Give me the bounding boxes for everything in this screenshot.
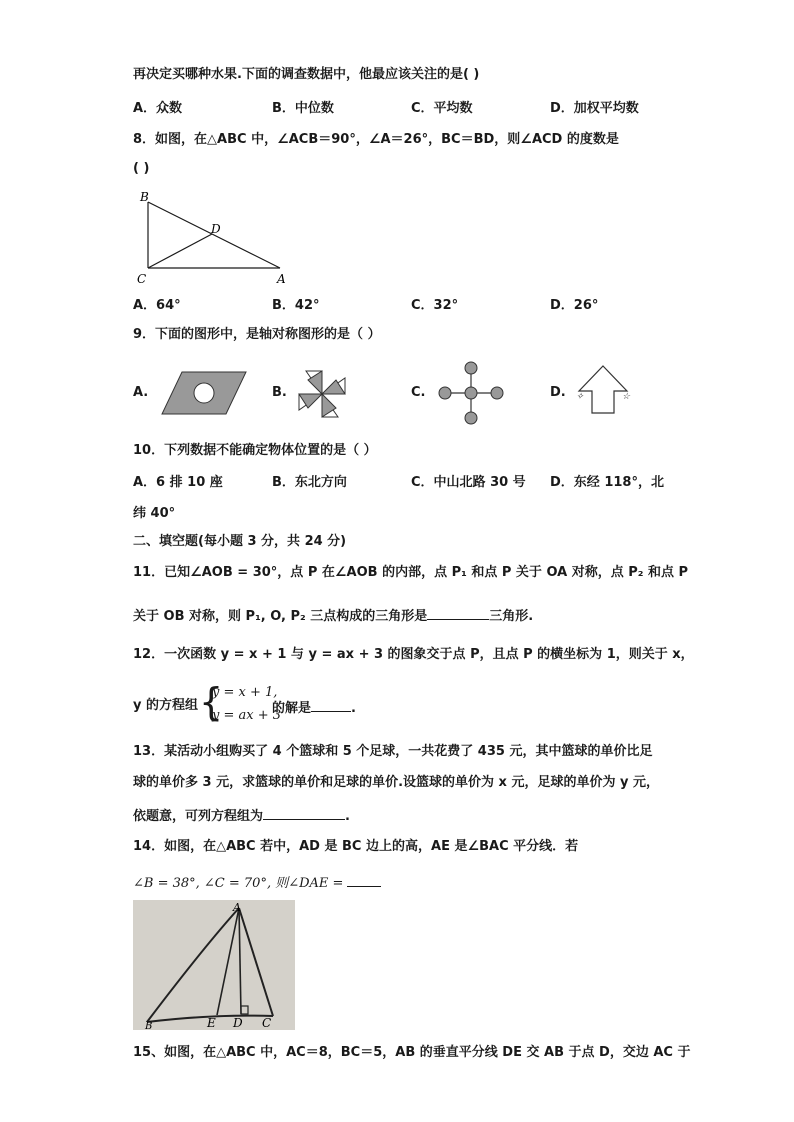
pinwheel-icon — [296, 368, 348, 420]
q8-triangle-figure — [130, 188, 295, 288]
q14-line2: ∠B = 38°, ∠C = 70°, 则∠DAE = — [133, 872, 381, 893]
q11-answer-blank[interactable] — [427, 605, 489, 620]
q8-option-a[interactable]: A．64° — [133, 298, 181, 313]
q11-line2-text: 关于 OB 对称，则 P₁, O, P₂ 三点构成的三角形是 — [133, 609, 428, 624]
q13-line1: 13．某活动小组购买了 4 个篮球和 5 个足球，一共花费了 435 元，其中篮球的单价比足 — [133, 744, 653, 759]
label-e: E — [207, 1016, 216, 1030]
q11-line1: 11．已知∠AOB = 30°，点 P 在∠AOB 的内部，点 P₁ 和点 P 关于 OA 对称，点 P₂ 和点 P — [133, 565, 689, 580]
label-b: B — [140, 190, 149, 204]
label-d: D — [233, 1016, 243, 1030]
q9-option-c[interactable]: C. — [411, 385, 426, 400]
q10-option-d-continuation: 纬 40° — [133, 506, 176, 521]
q10-option-b[interactable]: B．东北方向 — [272, 475, 347, 490]
q7-stem: 再决定买哪种水果.下面的调查数据中，他最应该关注的是( ) — [133, 67, 480, 82]
cross-of-circles-icon — [436, 360, 506, 426]
q13-line2: 球的单价多 3 元，求篮球的单价和足球的单价.设篮球的单价为 x 元，足球的单价为 y 元， — [133, 775, 659, 790]
q9-stem: 9．下面的图形中，是轴对称图形的是（ ） — [133, 327, 381, 342]
q12-line1: 12．一次函数 y = x + 1 与 y = ax + 3 的图象交于点 P，且点 P 的横坐标为 1，则关于 x， — [133, 647, 694, 662]
q10-option-d[interactable]: D．东经 118°，北 — [550, 475, 664, 490]
q7-option-a[interactable]: A．众数 — [133, 101, 183, 116]
q13-answer-blank[interactable] — [263, 805, 345, 820]
q11-line2-end: 三角形. — [489, 609, 534, 624]
svg-text:☆: ☆ — [622, 392, 631, 402]
q9-option-a[interactable]: A. — [133, 385, 149, 400]
q8-stem: 8．如图，在△ABC 中，∠ACB＝90°，∠A＝26°，BC＝BD，则∠ACD 的度数是 — [133, 132, 619, 147]
q12-equation-2: y = ax + 3 — [212, 708, 282, 723]
parallelogram-with-circle-icon — [160, 370, 248, 416]
q12-line2-tail: 的解是 . — [272, 697, 356, 718]
section-title-fill-in: 二、填空题(每小题 3 分，共 24 分) — [133, 534, 347, 549]
q9-option-d[interactable]: D. — [550, 385, 566, 400]
label-b: B — [145, 1021, 153, 1030]
q10-option-a[interactable]: A．6 排 10 座 — [133, 475, 223, 490]
q14-figure-photo — [133, 900, 295, 1030]
label-a: A — [233, 901, 241, 914]
q10-option-c[interactable]: C．中山北路 30 号 — [411, 475, 526, 490]
q7-option-d[interactable]: D．加权平均数 — [550, 101, 639, 116]
q13-line3: 依题意，可列方程组为 . — [133, 805, 350, 826]
q14-answer-blank[interactable] — [347, 872, 381, 887]
house-arrow-with-stars-icon — [572, 363, 634, 417]
q12-answer-blank[interactable] — [311, 697, 351, 712]
q12-equation-1: y = x + 1, — [212, 685, 278, 700]
q14-triangle-figure — [133, 900, 295, 1030]
q10-stem: 10．下列数据不能确定物体位置的是（ ） — [133, 443, 377, 458]
q8-option-d[interactable]: D．26° — [550, 298, 599, 313]
system-brace: { — [199, 680, 224, 724]
segment-cd — [148, 234, 212, 268]
label-c: C — [137, 272, 147, 286]
svg-text:✧: ✧ — [576, 392, 584, 402]
q9-option-b[interactable]: B. — [272, 385, 287, 400]
q8-answer-paren: ( ) — [133, 161, 150, 176]
q7-option-b[interactable]: B．中位数 — [272, 101, 334, 116]
q14-line1: 14．如图，在△ABC 若中，AD 是 BC 边上的高，AE 是∠BAC 平分线．若 — [133, 839, 579, 854]
q11-line2 — [133, 605, 533, 626]
q8-option-c[interactable]: C．32° — [411, 298, 459, 313]
q15-line1: 15、如图，在△ABC 中，AC＝8，BC＝5，AB 的垂直平分线 DE 交 AB 于点 D，交边 AC 于 — [133, 1045, 691, 1060]
q8-option-b[interactable]: B．42° — [272, 298, 320, 313]
label-d: D — [211, 222, 221, 236]
q12-line2-lead: y 的方程组 — [133, 698, 199, 713]
label-c: C — [262, 1016, 272, 1030]
label-a: A — [277, 272, 286, 286]
q7-option-c[interactable]: C．平均数 — [411, 101, 473, 116]
